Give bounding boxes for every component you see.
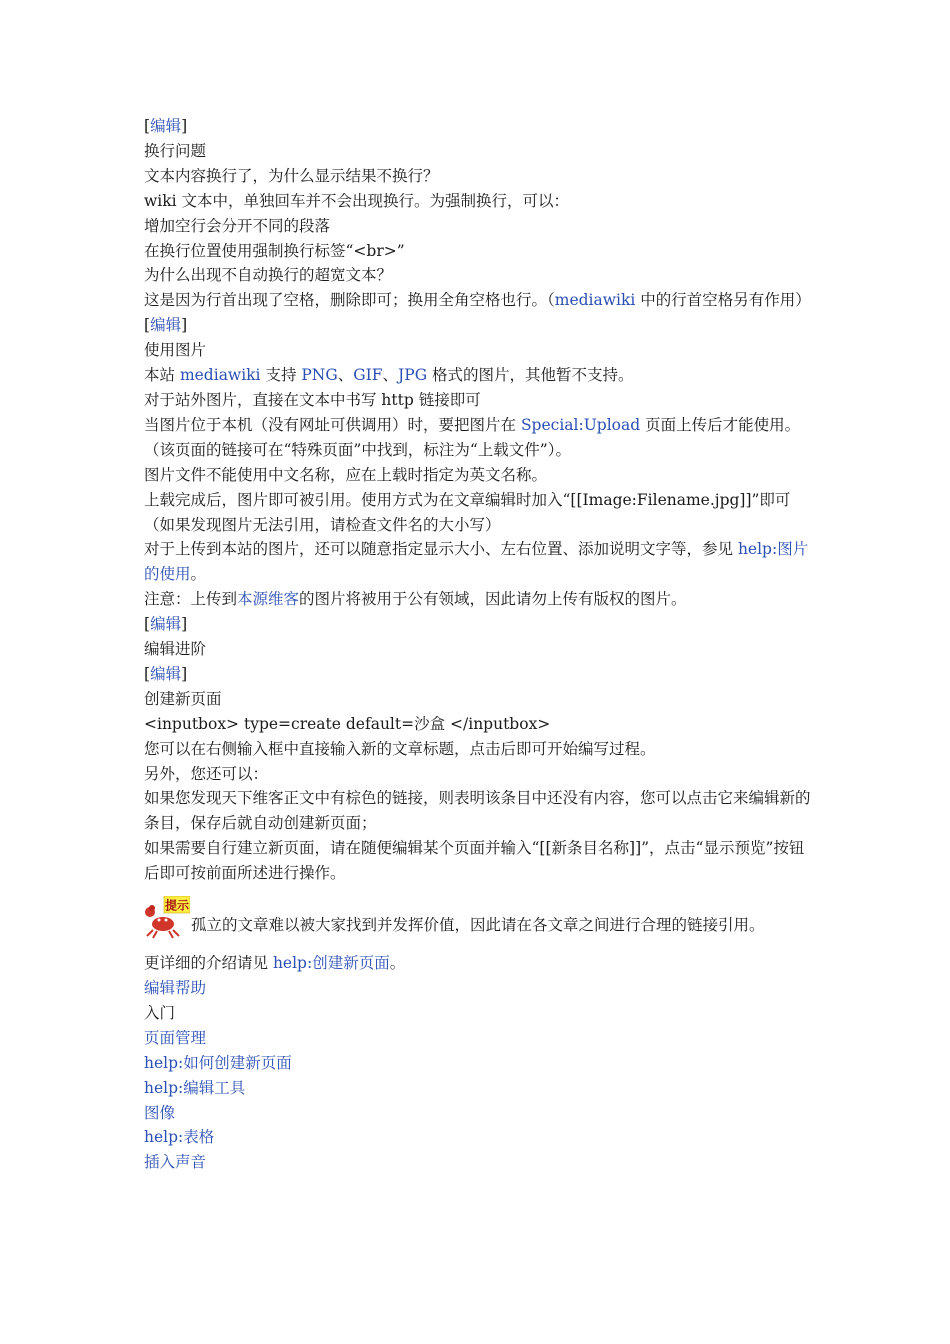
special-upload-link[interactable]: Special:Upload — [520, 415, 641, 434]
document-body — [144, 114, 812, 1175]
section-heading-linebreak: 换行问题 — [144, 141, 207, 160]
nav-link-tables[interactable]: help:表格 — [144, 1128, 215, 1147]
gif-link[interactable]: GIF — [353, 366, 383, 385]
edit-section-link: [编辑] — [144, 117, 188, 135]
paragraph: 注意：上传到本源维客的图片将被用于公有领域，因此请勿上传有版权的图片。 — [144, 590, 687, 609]
tip-text: 孤立的文章难以被大家找到并发挥价值，因此请在各文章之间进行合理的链接引用。 — [191, 916, 765, 935]
section-heading-images: 使用图片 — [144, 341, 207, 360]
paragraph: 如果您发现天下维客正文中有棕色的链接，则表明该条目中还没有内容，您可以点击它来编辑新的条目，保存后就自动创建新页面； — [144, 789, 811, 833]
nav-link-how-create[interactable]: help:如何创建新页面 — [144, 1053, 292, 1072]
tip-box — [144, 896, 812, 946]
section-heading-advanced: 编辑进阶 — [144, 640, 207, 659]
paragraph: 如果需要自行建立新页面，请在随便编辑某个页面并输入“[[新条目名称]]”，点击“显示预览”按钮后即可按前面所述进行操作。 — [144, 839, 805, 883]
jpg-link[interactable]: JPG — [398, 366, 428, 385]
nav-link-images[interactable]: 图像 — [144, 1103, 176, 1122]
paragraph: 本站 mediawiki 支持 PNG、GIF、JPG 格式的图片，其他暂不支持。 — [144, 366, 634, 385]
mediawiki-link[interactable]: mediawiki — [179, 366, 261, 385]
paragraph: 对于站外图片，直接在文本中书写 http 链接即可 — [144, 390, 481, 409]
nav-title-link[interactable]: 编辑帮助 — [144, 979, 207, 997]
edit-link[interactable]: 编辑 — [150, 117, 182, 135]
edit-section-link: [编辑] — [144, 664, 188, 683]
edit-section-link: [编辑] — [144, 615, 188, 634]
edit-section-link: [编辑] — [144, 316, 188, 335]
edit-link[interactable]: 编辑 — [150, 664, 182, 683]
paragraph: 您可以在右侧输入框中直接输入新的文章标题，点击后即可开始编写过程。 — [144, 739, 656, 758]
help-create-page-link[interactable]: help:创建新页面 — [272, 954, 390, 973]
paragraph: 这是因为行首出现了空格，删除即可；换用全角空格也行。（mediawiki 中的行首空格另有作用） — [144, 291, 811, 310]
paragraph: 为什么出现不自动换行的超宽文本？ — [144, 266, 393, 285]
paragraph: 图片文件不能使用中文名称，应在上载时指定为英文名称。 — [144, 465, 548, 484]
paragraph: 当图片位于本机（没有网址可供调用）时，要把图片在 Special:Upload 页面上传后才能使用。（该页面的链接可在“特殊页面”中找到，标注为“上载文件”）。 — [144, 415, 801, 459]
help-image-usage-link[interactable]: help:图片的使用 — [144, 540, 809, 584]
paragraph: 上载完成后，图片即可被引用。使用方式为在文章编辑时加入“[[Image:Filename.jpg]]”即可（如果发现图片无法引用，请检查文件名的大小写） — [144, 490, 791, 534]
nav-intro: 入门 — [144, 1003, 176, 1022]
paragraph: 另外，您还可以： — [144, 764, 269, 783]
list-item: 增加空行会分开不同的段落 — [144, 216, 331, 235]
nav-link-edit-tools[interactable]: help:编辑工具 — [144, 1078, 246, 1097]
site-name-link[interactable]: 本源维客 — [237, 590, 300, 609]
paragraph: 文本内容换行了，为什么显示结果不换行？ — [144, 166, 439, 185]
edit-link[interactable]: 编辑 — [150, 316, 182, 335]
svg-text:提示: 提示 — [164, 898, 190, 913]
list-item: 在换行位置使用强制换行标签“<br>” — [144, 241, 405, 260]
mediawiki-link[interactable]: mediawiki — [554, 291, 636, 310]
edit-link[interactable]: 编辑 — [150, 615, 182, 634]
inputbox-code: <inputbox> type=create default=沙盒 </inputbox> — [144, 714, 551, 733]
section-heading-create: 创建新页面 — [144, 689, 222, 708]
paragraph: wiki 文本中，单独回车并不会出现换行。为强制换行，可以： — [144, 191, 570, 210]
paragraph: 更详细的介绍请见 help:创建新页面。 — [144, 954, 406, 973]
crab-tip-icon — [144, 896, 190, 940]
paragraph: 对于上传到本站的图片，还可以随意指定显示大小、左右位置、添加说明文字等，参见 help:图片的使用。 — [144, 540, 809, 584]
nav-link-sound[interactable]: 插入声音 — [144, 1153, 207, 1172]
png-link[interactable]: PNG — [301, 366, 338, 385]
nav-link-page-management[interactable]: 页面管理 — [144, 1028, 207, 1047]
